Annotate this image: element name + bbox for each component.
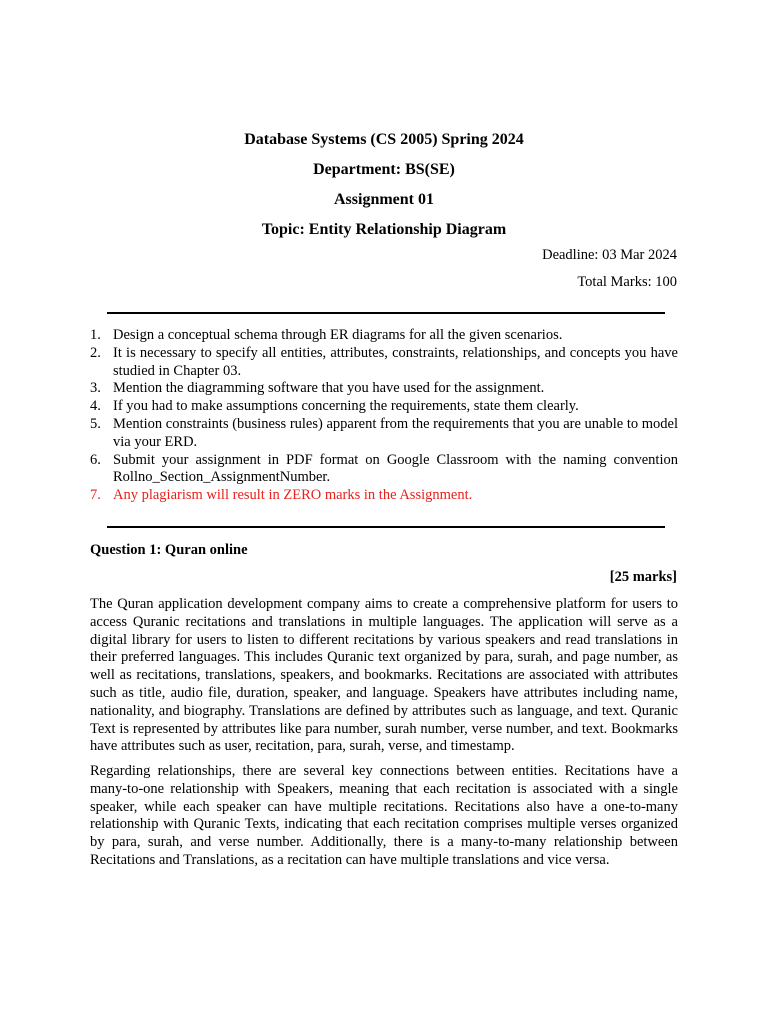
plagiarism-warning: 7. Any plagiarism will result in ZERO marks in the Assignment. bbox=[90, 487, 473, 504]
divider-top bbox=[107, 312, 665, 314]
question-paragraph-1: The Quran application development company aims to create a comprehensive platform for users to access Quranic recitations and translations in multiple languages. The application will serve as a digital library for users to listen to different recitations by various speakers and read translations in their preferred languages. This includes Quranic text organized by para, surah, and page number, as well as recitations, translations, speakers, and bookmarks. Recitations are associated with attributes such as title, audio file, duration, speaker, and language. Speakers have attributes including name, nationality, and biography. Translations are defined by attributes such as language, and text. Quranic Text is represented by attributes like para number, surah number, verse number, and text. Bookmarks have attributes such as user, recitation, para, surah, verse, and timestamp. bbox=[90, 596, 678, 755]
divider-bottom bbox=[107, 526, 665, 528]
instruction-item: 1. Design a conceptual schema through ER diagrams for all the given scenarios. bbox=[90, 327, 563, 343]
total-marks-text: Total Marks: 100 bbox=[577, 274, 677, 290]
instruction-item: 2. It is necessary to specify all entities, attributes, constraints, relationships, and concepts you have studied in Chapter 03. bbox=[90, 344, 678, 379]
deadline-text: Deadline: 03 Mar 2024 bbox=[542, 247, 677, 263]
instruction-item: 4. If you had to make assumptions concerning the requirements, state them clearly. bbox=[90, 398, 579, 415]
question-marks: [25 marks] bbox=[609, 569, 677, 585]
topic-title: Topic: Entity Relationship Diagram bbox=[261, 221, 507, 238]
assignment-title: Assignment 01 bbox=[333, 191, 434, 208]
department-title: Department: BS(SE) bbox=[313, 161, 455, 178]
instructions-list bbox=[90, 327, 678, 505]
instruction-item: 6. Submit your assignment in PDF format on Google Classroom with the naming convention Rollno_Section_AssignmentNumber. bbox=[90, 451, 678, 486]
instruction-item: 5. Mention constraints (business rules) apparent from the requirements that you are unable to model via your ERD. bbox=[90, 415, 678, 450]
question-heading: Question 1: Quran online bbox=[90, 542, 248, 558]
course-title: Database Systems (CS 2005) Spring 2024 bbox=[244, 131, 524, 148]
instruction-item: 3. Mention the diagramming software that you have used for the assignment. bbox=[90, 380, 545, 397]
question-paragraph-2: Regarding relationships, there are several key connections between entities. Recitations have a many-to-one relationship with Speakers, meaning that each recitation is associated with a single speaker, while each speaker can have multiple recitations. Recitations also have a one-to-many relationship with Quranic Texts, indicating that each recitation comprises multiple verses organized by para, surah, and verse number. Additionally, there is a many-to-many relationship between Recitations and Translations, as a recitation can have multiple translations and vice versa. bbox=[90, 763, 678, 868]
